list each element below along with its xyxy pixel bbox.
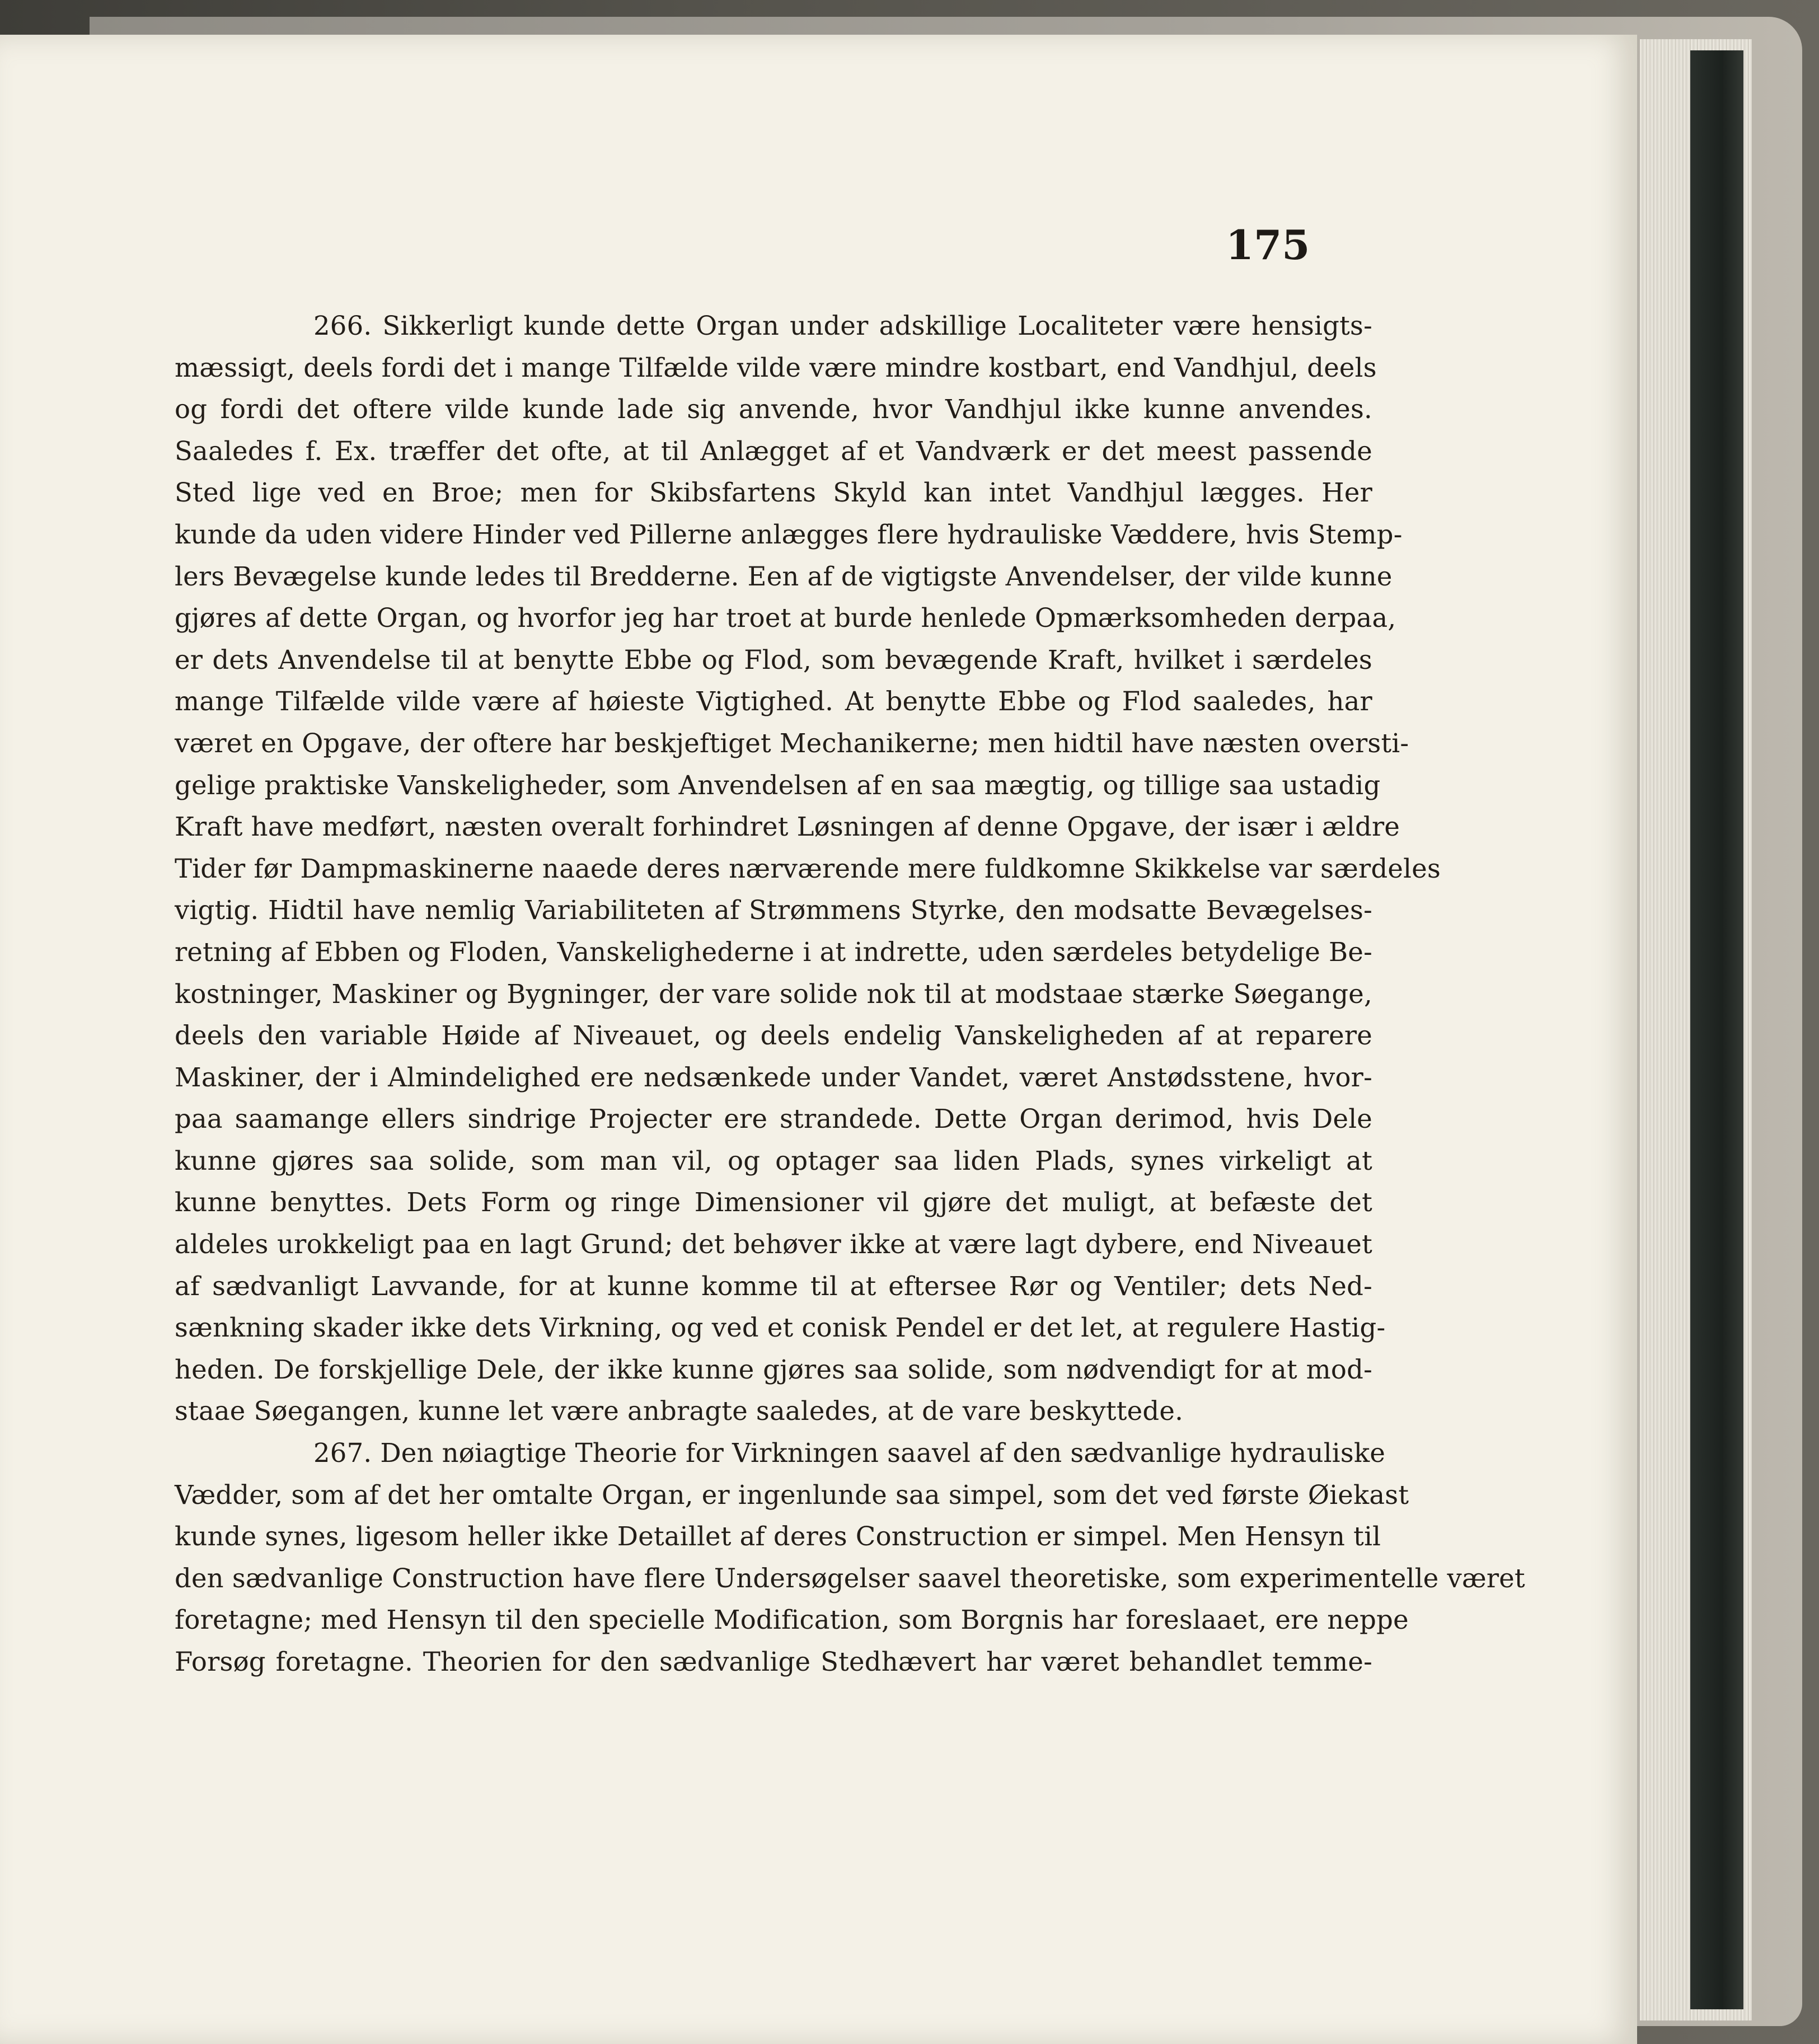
text-line: kunne benyttes. Dets Form og ringe Dimensioner vil gjøre det muligt, at befæste det xyxy=(175,1187,1372,1218)
text-line: Kraft have medført, næsten overalt forhindret Løsningen af denne Opgave, der især i ældre xyxy=(175,812,1400,842)
page-number: 175 xyxy=(1226,221,1310,269)
text-line: kunde da uden videre Hinder ved Pillerne anlægges flere hydrauliske Væddere, hvis Stemp- xyxy=(175,519,1403,550)
text-line: været en Opgave, der oftere har beskjeftiget Mechanikerne; men hidtil have næsten oversti- xyxy=(175,728,1409,758)
text-line: deels den variable Høide af Niveauet, og deels endelig Vanskeligheden af at reparere xyxy=(175,1020,1372,1051)
book-board xyxy=(1690,50,1743,2009)
text-line: Tider før Dampmaskinerne naaede deres nærværende mere fuldkomne Skikkelse var særdeles xyxy=(175,853,1441,884)
text-line: paa saamange ellers sindrige Projecter ere strandede. Dette Organ derimod, hvis Dele xyxy=(175,1104,1372,1134)
text-line: gelige praktiske Vanskeligheder, som Anvendelsen af en saa mægtig, og tillige saa ustadig xyxy=(175,770,1381,800)
text-line: sænkning skader ikke dets Virkning, og ved et conisk Pendel er det let, at regulere Hastig- xyxy=(175,1312,1386,1343)
text-line: af sædvanligt Lavvande, for at kunne komme til at eftersee Rør og Ventiler; dets Ned- xyxy=(175,1271,1372,1301)
text-line: Sted lige ved en Broe; men for Skibsfartens Skyld kan intet Vandhjul lægges. Her xyxy=(175,477,1372,508)
text-line: og fordi det oftere vilde kunde lade sig anvende, hvor Vandhjul ikke kunne anvendes. xyxy=(175,394,1372,425)
text-line: kunne gjøres saa solide, som man vil, og optager saa liden Plads, synes virkeligt at xyxy=(175,1145,1372,1176)
text-line: Saaledes f. Ex. træffer det ofte, at til Anlægget af et Vandværk er det meest passende xyxy=(175,435,1372,466)
text-line: 267. Den nøiagtige Theorie for Virkningen saavel af den sædvanlige hydrauliske xyxy=(313,1438,1386,1469)
text-line: mæssigt, deels fordi det i mange Tilfælde vilde være mindre kostbart, end Vandhjul, deels xyxy=(175,352,1377,383)
body-text xyxy=(175,305,1525,1683)
text-line: Vædder, som af det her omtalte Organ, er ingenlunde saa simpel, som det ved første Øiekast xyxy=(175,1479,1409,1510)
text-line: vigtig. Hidtil have nemlig Variabiliteten af Strømmens Styrke, den modsatte Bevægelses- xyxy=(175,895,1372,926)
text-line: aldeles urokkeligt paa en lagt Grund; det behøver ikke at være lagt dybere, end Niveauet xyxy=(175,1229,1372,1260)
text-line: retning af Ebben og Floden, Vanskelighederne i at indrette, uden særdeles betydelige Be- xyxy=(175,936,1372,967)
text-line: Forsøg foretagne. Theorien for den sædvanlige Stedhævert har været behandlet temme- xyxy=(175,1647,1372,1677)
text-line: lers Bevægelse kunde ledes til Bredderne. Een af de vigtigste Anvendelser, der vilde kunne xyxy=(175,561,1393,592)
text-line: er dets Anvendelse til at benytte Ebbe og Flod, som bevægende Kraft, hvilket i særdeles xyxy=(175,644,1372,675)
text-line: 266. Sikkerligt kunde dette Organ under adskillige Localiteter være hensigts- xyxy=(313,311,1372,341)
text-line: heden. De forskjellige Dele, der ikke kunne gjøres saa solide, som nødvendigt for at mod- xyxy=(175,1354,1372,1385)
text-line: staae Søegangen, kunne let være anbragte saaledes, at de vare beskyttede. xyxy=(175,1396,1184,1427)
text-line: den sædvanlige Construction have flere Undersøgelser saavel theoretiske, som experimentelle været xyxy=(175,1563,1525,1593)
text-line: mange Tilfælde vilde være af høieste Vigtighed. At benytte Ebbe og Flod saaledes, har xyxy=(175,686,1372,717)
text-line: Maskiner, der i Almindelighed ere nedsænkede under Vandet, været Anstødsstene, hvor- xyxy=(175,1062,1372,1093)
text-line: foretagne; med Hensyn til den specielle Modification, som Borgnis har foreslaaet, ere neppe xyxy=(175,1605,1409,1635)
text-line: kunde synes, ligesom heller ikke Detaillet af deres Construction er simpel. Men Hensyn til xyxy=(175,1521,1381,1552)
text-line: gjøres af dette Organ, og hvorfor jeg har troet at burde henlede Opmærksomheden derpaa, xyxy=(175,603,1396,634)
text-line: kostninger, Maskiner og Bygninger, der vare solide nok til at modstaae stærke Søegange, xyxy=(175,978,1372,1009)
